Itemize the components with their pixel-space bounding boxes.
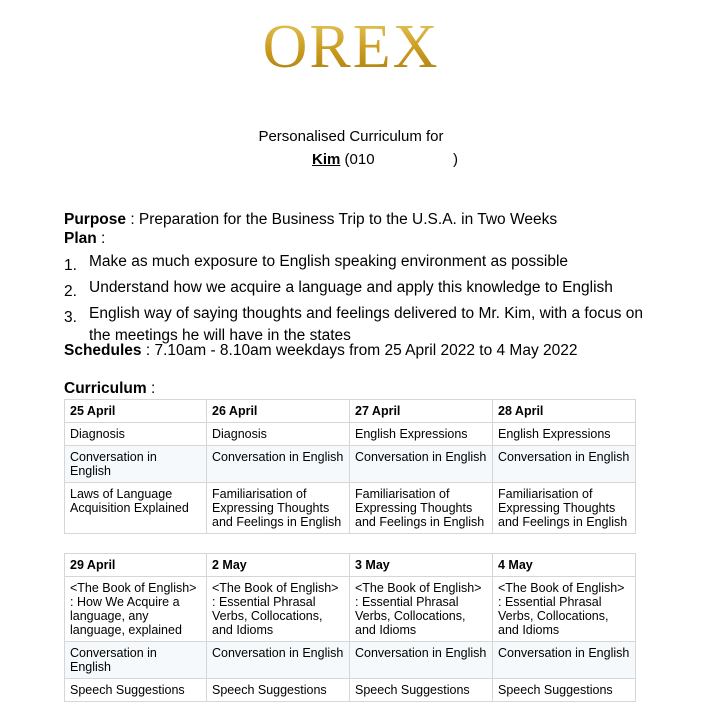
purpose-text: : Preparation for the Business Trip to the U.S.A. in Two Weeks <box>126 211 558 228</box>
plan-list <box>64 251 644 347</box>
orex-logo: OREX <box>0 12 702 82</box>
table-cell: Diagnosis <box>65 423 207 446</box>
table-header-cell: 26 April <box>207 400 350 423</box>
curriculum-heading <box>64 380 155 398</box>
phone-prefix: (010 <box>344 151 375 168</box>
table-cell: Conversation in English <box>207 642 350 679</box>
schedules-text: : 7.10am - 8.10am weekdays from 25 April 2022 to 4 May 2022 <box>141 342 578 359</box>
phone-suffix: ) <box>453 151 458 168</box>
table-header-cell: 27 April <box>350 400 493 423</box>
plan-item-text: English way of saying thoughts and feelings delivered to Mr. Kim, with a focus on the meetings he will have in the states <box>89 305 643 344</box>
table-header-cell: 25 April <box>65 400 207 423</box>
plan-item <box>64 303 644 347</box>
table-row <box>65 577 636 642</box>
schedules-label: Schedules <box>64 342 142 359</box>
curriculum-label: Curriculum <box>64 380 147 397</box>
plan-item <box>64 251 644 277</box>
table-cell: English Expressions <box>493 423 636 446</box>
schedules-line <box>64 342 578 360</box>
plan-item <box>64 277 644 303</box>
table-row <box>65 423 636 446</box>
plan-item-number: 3. <box>64 309 77 326</box>
table-cell: Conversation in English <box>350 642 493 679</box>
curriculum-table-week1 <box>64 399 636 534</box>
table-row <box>65 446 636 483</box>
table-row <box>65 483 636 534</box>
table-cell: Conversation in English <box>207 446 350 483</box>
plan-heading <box>64 230 105 248</box>
table-header-cell: 2 May <box>207 554 350 577</box>
table-cell: Speech Suggestions <box>65 679 207 702</box>
plan-suffix: : <box>96 230 106 247</box>
table-header-row <box>65 400 636 423</box>
table-cell: Familiarisation of Expressing Thoughts and Feelings in English <box>493 483 636 534</box>
purpose-line <box>64 211 557 229</box>
table-header-cell: 29 April <box>65 554 207 577</box>
table-cell: Conversation in English <box>65 642 207 679</box>
student-name: Kim <box>312 151 341 168</box>
table-cell: Speech Suggestions <box>493 679 636 702</box>
table-cell: <The Book of English> : Essential Phrasal Verbs, Collocations, and Idioms <box>207 577 350 642</box>
table-cell: Familiarisation of Expressing Thoughts and Feelings in English <box>207 483 350 534</box>
table-row <box>65 642 636 679</box>
table-cell: <The Book of English> : Essential Phrasal Verbs, Collocations, and Idioms <box>350 577 493 642</box>
student-name-line <box>312 151 375 168</box>
table-cell: Diagnosis <box>207 423 350 446</box>
table-cell: Conversation in English <box>350 446 493 483</box>
table-cell: <The Book of English> : How We Acquire a language, any language, explained <box>65 577 207 642</box>
plan-item-text: Understand how we acquire a language and apply this knowledge to English <box>89 279 613 296</box>
table-row <box>65 679 636 702</box>
plan-item-number: 2. <box>64 283 77 300</box>
table-header-cell: 28 April <box>493 400 636 423</box>
curriculum-suffix: : <box>146 380 156 397</box>
table-header-cell: 3 May <box>350 554 493 577</box>
table-header-cell: 4 May <box>493 554 636 577</box>
purpose-label: Purpose <box>64 211 127 228</box>
curriculum-table-week2 <box>64 553 636 702</box>
plan-item-text: Make as much exposure to English speaking environment as possible <box>89 253 569 270</box>
table-cell: Conversation in English <box>493 446 636 483</box>
plan-label: Plan <box>64 230 97 247</box>
table-cell: Conversation in English <box>65 446 207 483</box>
plan-item-number: 1. <box>64 257 77 274</box>
table-cell: English Expressions <box>350 423 493 446</box>
table-cell: Conversation in English <box>493 642 636 679</box>
table-header-row <box>65 554 636 577</box>
table-cell: <The Book of English> : Essential Phrasal Verbs, Collocations, and Idioms <box>493 577 636 642</box>
table-cell: Speech Suggestions <box>350 679 493 702</box>
table-cell: Familiarisation of Expressing Thoughts and Feelings in English <box>350 483 493 534</box>
table-cell: Laws of Language Acquisition Explained <box>65 483 207 534</box>
table-cell: Speech Suggestions <box>207 679 350 702</box>
document-title: Personalised Curriculum for <box>258 128 444 145</box>
